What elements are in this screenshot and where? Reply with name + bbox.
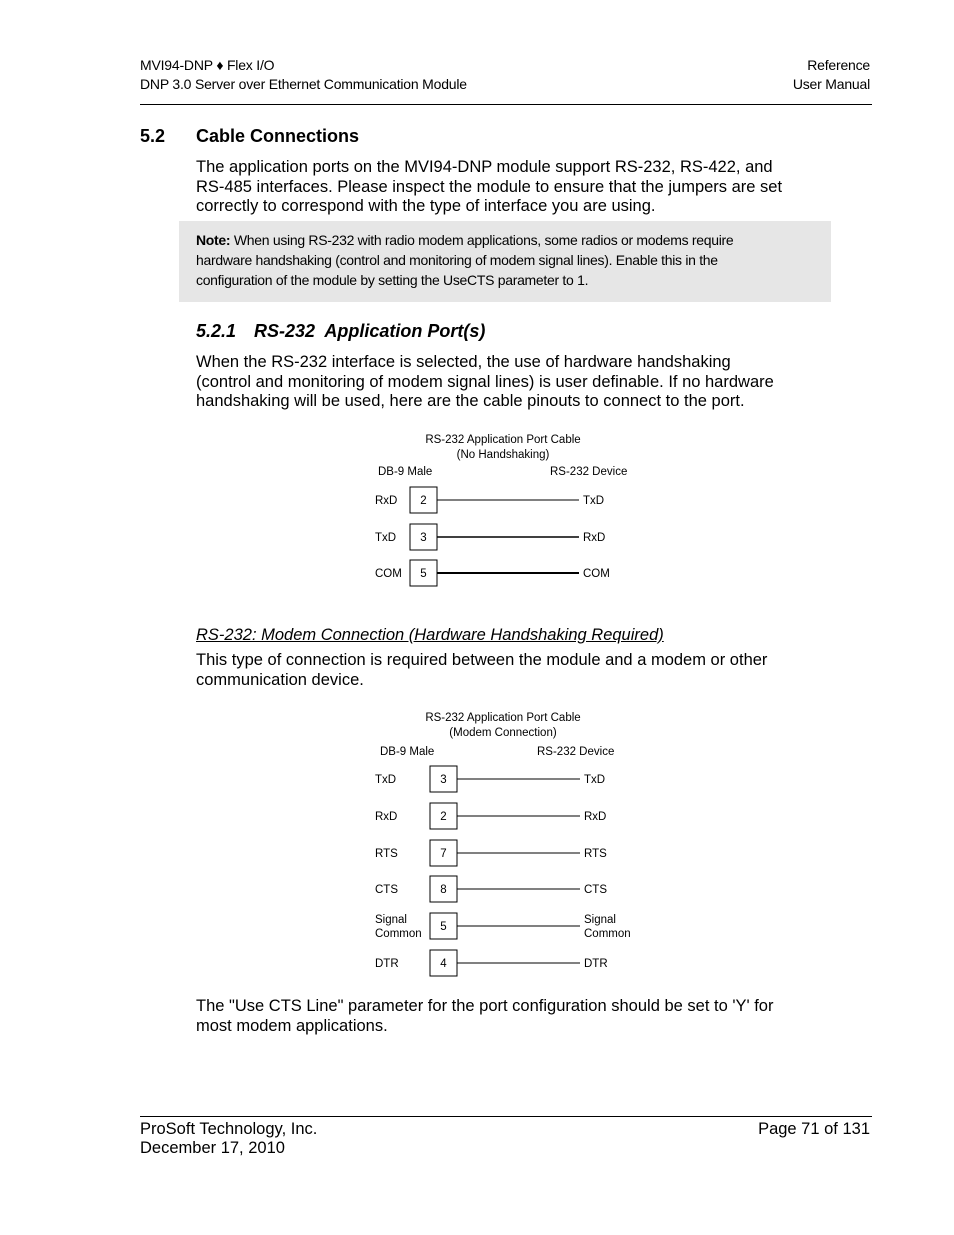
modem-caption: RS-232: Modem Connection (Hardware Handshaking Required) xyxy=(196,626,664,644)
subsection-number: 5.2.1 xyxy=(196,321,237,341)
paragraph-line: communication device. xyxy=(196,670,364,689)
paragraph-line: This type of connection is required between the module and a modem or other xyxy=(196,651,768,669)
pin-right-label: RxD xyxy=(583,532,606,544)
paragraph-line: The application ports on the MVI94-DNP module support RS-232, RS-422, and xyxy=(196,158,773,176)
paragraph-line: When the RS-232 interface is selected, the use of hardware handshaking xyxy=(196,353,731,371)
pin-left-label: RxD xyxy=(375,495,398,507)
pin-left-label: RTS xyxy=(375,848,398,860)
pin-left-label: RxD xyxy=(375,811,398,823)
paragraph-line: most modem applications. xyxy=(196,1016,388,1035)
pin-right-label: TxD xyxy=(584,774,606,786)
paragraph-line: correctly to correspond with the type of interface you are using. xyxy=(196,197,656,215)
note-line: When using RS-232 with radio modem applications, some radios or modems require xyxy=(230,232,734,248)
pin-right-label: Signal xyxy=(584,914,616,926)
pin-number: 2 xyxy=(440,811,447,823)
footer-page-number: Page 71 of 131 xyxy=(758,1120,870,1138)
note-label: Note: xyxy=(196,232,231,248)
paragraph-line: RS-485 interfaces. Please inspect the module to ensure that the jumpers are set xyxy=(196,177,783,196)
pin-row xyxy=(375,913,631,940)
device-header: RS-232 Device xyxy=(537,746,615,758)
pin-number: 2 xyxy=(420,495,427,507)
pin-number: 3 xyxy=(440,774,447,786)
pin-left-label-line2: Common xyxy=(375,928,422,940)
subsection-title: RS-232 Application Port(s) xyxy=(254,321,486,341)
pin-left-label: DTR xyxy=(375,958,399,970)
modem-paragraph xyxy=(196,651,767,690)
pin-row xyxy=(375,487,604,513)
pin-number: 4 xyxy=(440,958,447,970)
pin-right-label: CTS xyxy=(584,884,607,896)
paragraph-line: handshaking will be used, here are the cable pinouts to connect to the port. xyxy=(196,392,745,410)
pin-right-label: DTR xyxy=(584,958,608,970)
pin-row xyxy=(375,840,607,866)
header-user-manual: User Manual xyxy=(792,76,870,92)
pin-left-label: Signal xyxy=(375,914,407,926)
header-module: DNP 3.0 Server over Ethernet Communication Module xyxy=(140,76,467,92)
no-handshaking-cable-diagram xyxy=(360,425,660,595)
note-line: configuration of the module by setting the UseCTS parameter to 1. xyxy=(196,272,589,288)
note-text xyxy=(196,230,826,290)
device-header: RS-232 Device xyxy=(550,466,628,478)
paragraph-line: The "Use CTS Line" parameter for the port configuration should be set to 'Y' for xyxy=(196,997,774,1015)
footer-company: ProSoft Technology, Inc. xyxy=(140,1120,318,1138)
diagram-subtitle: (Modem Connection) xyxy=(449,727,557,739)
pin-right-label: TxD xyxy=(583,495,605,507)
pin-number: 7 xyxy=(440,848,447,860)
diagram-subtitle: (No Handshaking) xyxy=(456,449,550,461)
header-product: MVI94-DNP ♦ Flex I/O xyxy=(140,57,275,73)
section-title: Cable Connections xyxy=(196,126,360,146)
pin-row xyxy=(375,803,606,829)
header-rule xyxy=(140,104,872,105)
pin-row xyxy=(375,766,605,792)
pin-number: 3 xyxy=(420,532,427,544)
pin-right-label: RxD xyxy=(584,811,607,823)
pin-row xyxy=(375,950,608,976)
pin-left-label: TxD xyxy=(375,774,397,786)
header-reference: Reference xyxy=(807,57,870,73)
diagram-title: RS-232 Application Port Cable xyxy=(425,712,581,724)
pin-right-label: COM xyxy=(583,568,610,580)
subsection-paragraph xyxy=(196,353,774,412)
modem-cable-diagram xyxy=(360,703,660,983)
diagram-title: RS-232 Application Port Cable xyxy=(425,434,581,446)
db9-header: DB-9 Male xyxy=(380,746,435,758)
closing-paragraph xyxy=(196,997,773,1036)
footer-date: December 17, 2010 xyxy=(140,1139,285,1157)
pin-number: 5 xyxy=(420,568,427,580)
db9-header: DB-9 Male xyxy=(378,466,433,478)
footer-rule xyxy=(140,1116,872,1117)
pin-right-label: RTS xyxy=(584,848,607,860)
paragraph-line: (control and monitoring of modem signal lines) is user definable. If no hardware xyxy=(196,372,774,391)
pin-row xyxy=(375,876,607,902)
pin-number: 5 xyxy=(440,921,447,933)
pin-row xyxy=(375,524,605,550)
pin-right-label-line2: Common xyxy=(584,928,631,940)
section-intro xyxy=(196,158,782,217)
pin-left-label: COM xyxy=(375,568,402,580)
pin-left-label: TxD xyxy=(375,532,397,544)
section-number: 5.2 xyxy=(140,126,166,146)
pin-row xyxy=(375,560,610,586)
note-line: hardware handshaking (control and monitoring of modem signal lines). Enable this in the xyxy=(196,252,718,268)
pin-number: 8 xyxy=(440,884,447,896)
pin-left-label: CTS xyxy=(375,884,398,896)
